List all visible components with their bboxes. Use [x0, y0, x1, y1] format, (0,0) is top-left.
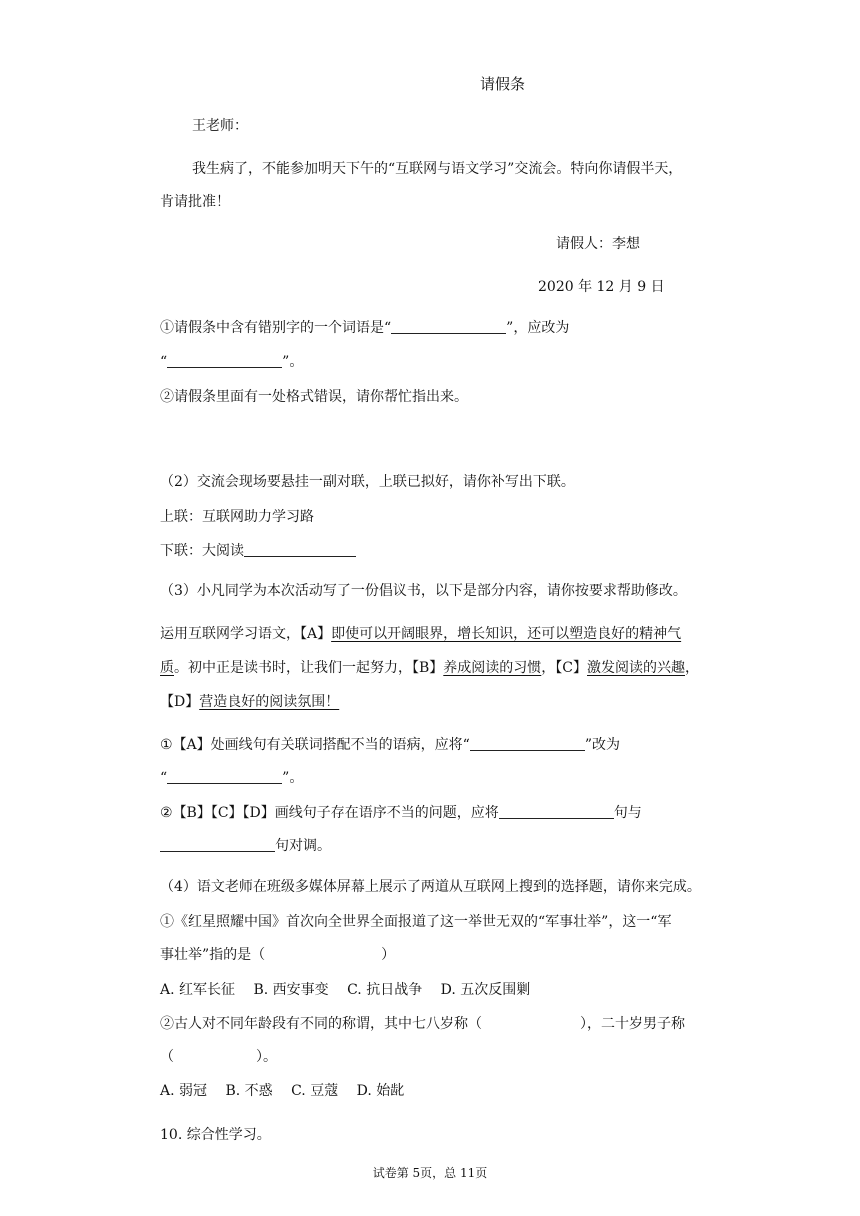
- question-4-sub-2: ②古人对不同年龄段有不同的称谓，其中七八岁称（ ），二十岁男子称: [160, 1016, 685, 1032]
- question-3-prompt: （3）小凡同学为本次活动写了一份倡议书，以下是部分内容，请你按要求帮助修改。: [160, 583, 687, 599]
- question-4-sub-2-cont: （ ）。: [160, 1049, 277, 1065]
- answer-blank[interactable]: [391, 319, 506, 334]
- note-title: 请假条: [480, 75, 526, 93]
- answer-blank[interactable]: [167, 353, 282, 368]
- question-1-a-cont: “ ”。: [160, 354, 304, 370]
- answer-blank[interactable]: [499, 804, 614, 819]
- answer-blank[interactable]: [470, 736, 585, 751]
- answer-blank[interactable]: [167, 769, 282, 784]
- proposal-line-1: 运用互联网学习语文，【A】即使可以开阔眼界，增长知识，还可以塑造良好的精神气: [160, 626, 682, 642]
- question-3-sub-2: ②【B】【C】【D】画线句子存在语序不当的问题，应将 句与: [160, 805, 642, 821]
- note-signer: 请假人：李想: [556, 236, 640, 252]
- question-1-a: ①请假条中含有错别字的一个词语是“ ”，应改为: [160, 320, 570, 336]
- note-body-line-2: 肯请批准！: [160, 194, 230, 210]
- question-3-sub-2-cont: 句对调。: [160, 836, 331, 856]
- note-salutation: 王老师：: [192, 118, 248, 134]
- question-3-sub-1: ①【A】处画线句有关联词搭配不当的语病，应将“ ”改为: [160, 737, 620, 753]
- question-4-sub-1-cont: 事壮举”指的是（ ）: [160, 947, 396, 963]
- answer-blank[interactable]: [160, 837, 275, 852]
- question-10-heading: 10. 综合性学习。: [160, 1127, 271, 1143]
- answer-blank[interactable]: [244, 542, 356, 557]
- question-3-sub-1-cont: “ ”。: [160, 770, 304, 786]
- question-4-options-1: A. 红军长征 B. 西安事变 C. 抗日战争 D. 五次反围剿: [160, 982, 531, 998]
- question-4-sub-1: ①《红星照耀中国》首次向全世界全面报道了这一举世无双的“军事壮举”，这一“军: [160, 914, 672, 930]
- page-footer: 试卷第 5页，总 11页: [372, 1166, 488, 1180]
- question-1-b: ②请假条里面有一处格式错误，请你帮忙指出来。: [160, 389, 468, 405]
- note-date: 2020 年 12 月 9 日: [538, 279, 665, 295]
- question-2-prompt: （2）交流会现场要悬挂一副对联，上联已拟好，请你补写出下联。: [160, 474, 575, 490]
- question-4-options-2: A. 弱冠 B. 不惑 C. 豆蔻 D. 始龀: [160, 1083, 405, 1099]
- proposal-line-3: 【D】营造良好的阅读氛围！: [160, 694, 340, 710]
- couplet-lower: 下联：大阅读: [160, 541, 356, 561]
- question-4-prompt: （4）语文老师在班级多媒体屏幕上展示了两道从互联网上搜到的选择题，请你来完成。: [160, 879, 701, 895]
- note-body-line-1: 我生病了，不能参加明天下午的“互联网与语文学习”交流会。特向你请假半天，: [192, 161, 683, 177]
- proposal-line-2: 质。初中正是读书时，让我们一起努力，【B】养成阅读的习惯，【C】激发阅读的兴趣，: [160, 660, 700, 676]
- couplet-upper: 上联：互联网助力学习路: [160, 509, 314, 525]
